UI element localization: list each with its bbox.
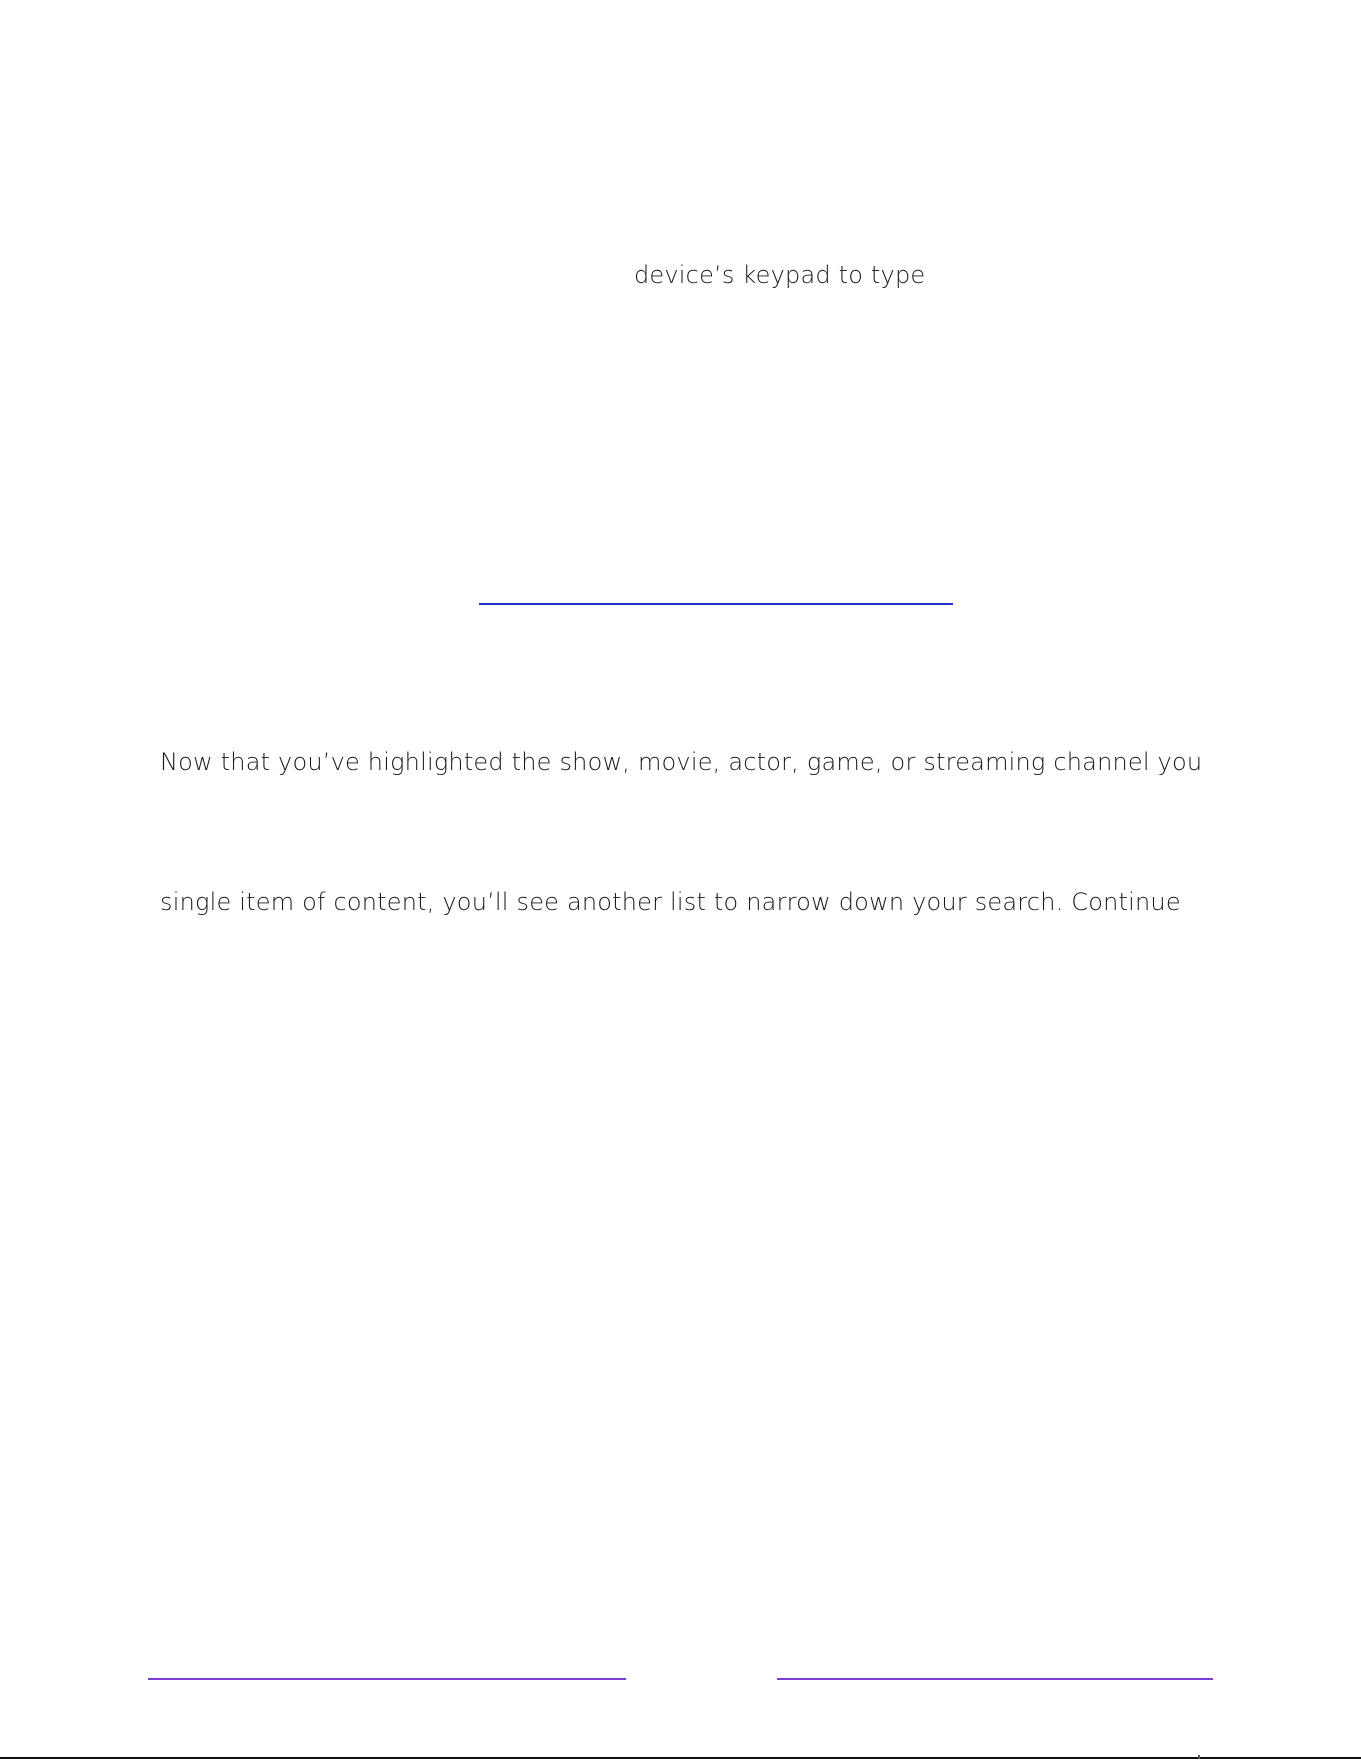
page-bottom-divider xyxy=(0,1757,1361,1759)
corner-tick-mark xyxy=(1198,1755,1200,1759)
body-text-single-item-line: single item of content, you’ll see another list to narrow down your search. Continue xyxy=(160,888,1181,916)
body-text-keypad-fragment: device’s keypad to type xyxy=(634,261,926,289)
link-underline[interactable] xyxy=(479,603,953,605)
footer-link-underline-left[interactable] xyxy=(148,1678,626,1680)
footer-link-underline-right[interactable] xyxy=(777,1678,1213,1680)
body-text-highlighted-line: Now that you’ve highlighted the show, movie, actor, game, or streaming channel you xyxy=(160,748,1203,776)
